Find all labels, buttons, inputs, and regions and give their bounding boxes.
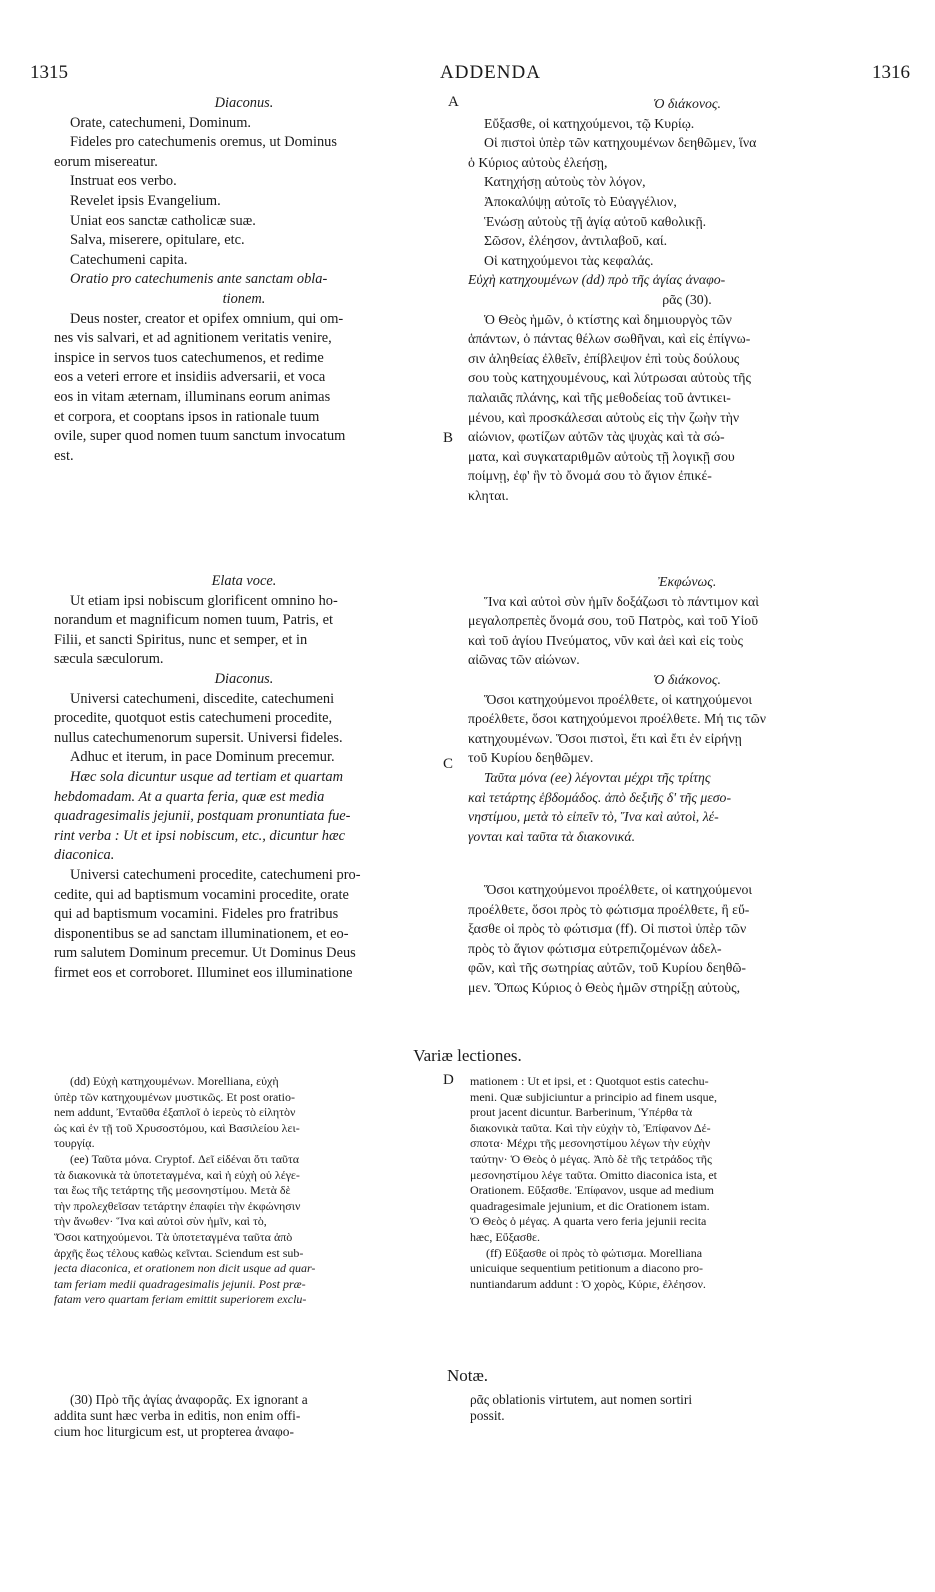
text-line: Filii, et sancti Spiritus, nunc et semper, et in bbox=[54, 631, 308, 648]
text-line: φῶν, καὶ τῆς σωτηρίας αὐτῶν, τοῦ Κυρίου δεηθῶ- bbox=[468, 960, 746, 976]
text-line: σιν ἀληθείας ἐλθεῖν, ἐπίβλεψον ἐπὶ τοὺς δούλους bbox=[468, 350, 740, 366]
text-line: Salva, miserere, opitulare, etc. bbox=[70, 232, 245, 249]
text-line: προέλθετε, ὅσοι πρὸς τὸ φώτισμα προέλθετε, ἢ εὔ- bbox=[468, 901, 750, 917]
text-line: est. bbox=[54, 447, 74, 464]
variant-line: ται ἕως τῆς τετάρτης τῆς μεσονηστίμου. Μετὰ δὲ bbox=[54, 1183, 291, 1198]
variae-right-column bbox=[470, 1074, 862, 1292]
text-line: Catechumeni capita. bbox=[70, 251, 188, 268]
variant-line: hæc, Εὔξασθε. bbox=[470, 1229, 541, 1244]
text-line: Ὁ Θεὸς ἡμῶν, ὁ κτίστης καὶ δημιουργὸς τῶν bbox=[484, 311, 732, 327]
text-line: et corpora, et cooptans ipsos in rationale tuum bbox=[54, 408, 320, 425]
text-line: nes vis salvari, et ad agnitionem veritatis venire, bbox=[54, 330, 332, 347]
text-line: ποίμνῃ, ἐφ' ἣν τὸ ὄνομά σου τὸ ἅγιον ἐπικέ- bbox=[468, 468, 712, 484]
variant-line: Ὁ Θεὸς ὁ μέγας. A quarta vero feria jejunii recita bbox=[470, 1214, 707, 1229]
latin-block-1 bbox=[54, 94, 434, 466]
speaker-heading: Diaconus. bbox=[214, 95, 274, 111]
prayer-heading: ρᾶς (30). bbox=[662, 291, 712, 307]
text-line: rum salutem Dominum precemur. Ut Dominus Deus bbox=[54, 945, 356, 962]
variant-line: τὰ διακονικὰ τὰ ὑποτεταγμένα, καὶ ἡ εὐχὴ οὐ λέγε- bbox=[54, 1167, 300, 1182]
variae-lectiones-title: Variæ lectiones. bbox=[413, 1046, 522, 1065]
rubric-line: Hæc sola dicuntur usque ad tertiam et quartam bbox=[70, 768, 344, 785]
text-line: firmet eos et corroboret. Illuminet eos illuminatione bbox=[54, 964, 353, 981]
text-line: nullus catechumenorum supersit. Universi fideles. bbox=[54, 729, 343, 746]
variant-line: jecta diaconica, et orationem non dicit usque ad quar- bbox=[54, 1261, 316, 1276]
text-line: sæcula sæculorum. bbox=[54, 651, 164, 668]
text-line: Universi catechumeni procedite, catechumeni pro- bbox=[70, 866, 361, 883]
variant-line: Orationem. Εὔξασθε. Ἐπίφανον, usque ad medium bbox=[470, 1183, 715, 1198]
text-line: Fideles pro catechumenis oremus, ut Dominus bbox=[70, 134, 337, 151]
prayer-heading: Oratio pro catechumenis ante sanctam obla- bbox=[70, 271, 328, 288]
prayer-heading: Εὐχὴ κατηχουμένων (dd) πρὸ τῆς ἁγίας ἀναφο- bbox=[468, 272, 726, 288]
text-line: Σῶσον, ἐλέησον, ἀντιλαβοῦ, καί. bbox=[484, 233, 668, 249]
text-line: τοῦ Κυρίου δεηθῶμεν. bbox=[468, 750, 594, 766]
page-number-left: 1315 bbox=[30, 62, 68, 83]
page-header bbox=[30, 62, 910, 86]
variant-line: nem addunt, Ἐνταῦθα ἐξαπλοῖ ὁ ἱερεὺς τὸ εἰλητὸν bbox=[54, 1105, 296, 1120]
variant-line: ἀρχῆς ἕως τέλους καθὼς κεῖνται. Sciendum est sub- bbox=[54, 1245, 304, 1260]
column-marker-a: A bbox=[448, 94, 459, 110]
text-line: Ὅσοι κατηχούμενοι προέλθετε, οἱ κατηχούμενοι bbox=[484, 691, 753, 707]
text-line: eorum misereatur. bbox=[54, 153, 158, 170]
text-line: Ἵνα καὶ αὐτοὶ σὺν ἡμῖν δοξάζωσι τὸ πάντιμον καὶ bbox=[484, 593, 759, 609]
text-line: αἰώνιον, φωτίζων αὐτῶν τὰς ψυχὰς καὶ τὰ σώ- bbox=[468, 429, 725, 445]
text-line: καὶ τοῦ ἁγίου Πνεύματος, νῦν καὶ ἀεὶ καὶ εἰς τοὺς bbox=[468, 632, 743, 648]
text-line: Instruat eos verbo. bbox=[70, 173, 177, 190]
variant-line: τὴν προλεχθεῖσαν τετάρτην ἐπαφίει τὴν ἐκφώνησιν bbox=[54, 1198, 301, 1213]
variant-line: fatam vero quartam feriam emittit superiorem exclu- bbox=[54, 1292, 307, 1307]
variant-line: ταύτην· Ὁ Θεὸς ὁ μέγας. Ἀπὸ δὲ τῆς τετράδος τῆς bbox=[470, 1151, 712, 1166]
rubric-line: quadragesimalis jejunii, postquam pronuntiata fue- bbox=[54, 808, 351, 825]
variant-line: (dd) Εὐχὴ κατηχουμένων. Morelliana, εὐχὴ bbox=[70, 1074, 279, 1088]
text-line: procedite, quotquot estis catechumeni procedite, bbox=[54, 710, 333, 727]
variant-line: prout jacent dicuntur. Barberinum, Ὑπέρθα τὰ bbox=[470, 1105, 693, 1120]
text-line: Adhuc et iterum, in pace Dominum precemur. bbox=[70, 749, 335, 766]
text-line: ματα, καὶ συγκαταριθμῶν αὐτοὺς τῇ λογικῇ σου bbox=[468, 448, 735, 464]
text-line: παλαιᾶς πλάνης, καὶ τῆς μεθοδείας τοῦ ἀντικει- bbox=[468, 389, 731, 405]
text-line: μεγαλοπρεπὲς ὄνομά σου, τοῦ Πατρὸς, καὶ τοῦ Υἱοῦ bbox=[468, 613, 759, 629]
rubric-line: rint verba : Ut et ipsi nobiscum, etc., dicuntur hæc bbox=[54, 827, 345, 844]
variant-line: σποτα· Μέχρι τῆς μεσονηστίμου λέγων τὴν εὐχὴν bbox=[470, 1136, 711, 1151]
text-line: Ἑνώσῃ αὐτοὺς τῇ ἁγίᾳ αὐτοῦ καθολικῇ. bbox=[484, 213, 707, 229]
variae-left-column bbox=[54, 1074, 442, 1308]
text-line: μεν. Ὅπως Κύριος ὁ Θεὸς ἡμῶν στηρίξῃ αὐτοὺς, bbox=[468, 979, 741, 995]
speaker-heading: Ὁ διάκονος. bbox=[653, 671, 721, 687]
text-line: inspice in servos tuos catechumenos, et redime bbox=[54, 349, 324, 366]
variant-line: quadragesimale jejunium, et dic Orationem istam. bbox=[470, 1198, 710, 1213]
text-line: Uniat eos sanctæ catholicæ suæ. bbox=[70, 212, 256, 229]
rubric-line: νηστίμου, μετὰ τὸ εἰπεῖν τὸ, Ἵνα καὶ αὐτοὶ, λέ- bbox=[468, 809, 719, 825]
variant-line: mationem : Ut et ipsi, et : Quotquot estis catechu- bbox=[470, 1074, 709, 1088]
latin-block-2 bbox=[54, 572, 434, 983]
text-line: πρὸς τὸ ἅγιον φώτισμα εὐτρεπιζομένων ἀδελ- bbox=[468, 940, 722, 956]
text-line: Deus noster, creator et opifex omnium, qui om- bbox=[70, 310, 344, 327]
text-line: Universi catechumeni, discedite, catechumeni bbox=[70, 690, 335, 707]
text-line: κατηχουμένων. Ὅσοι πιστοὶ, ἔτι καὶ ἔτι ἐν εἰρήνῃ bbox=[468, 730, 742, 746]
greek-block-3 bbox=[468, 880, 906, 998]
running-title: ADDENDA bbox=[440, 62, 541, 83]
variant-line: μεσονηστίμου λέγε ταῦτα. Omitto diaconica ista, et bbox=[470, 1167, 717, 1182]
text-line: norandum et magnificum nomen tuum, Patris, et bbox=[54, 612, 333, 629]
text-line: Ὅσοι κατηχούμενοι προέλθετε, οἱ κατηχούμενοι bbox=[484, 882, 753, 897]
variant-line: (ee) Ταῦτα μόνα. Cryptof. Δεῖ εἰδέναι ὅτι ταῦτα bbox=[70, 1151, 300, 1166]
note-line: (30) Πρὸ τῆς ἁγίας ἀναφορᾶς. Ex ignorant a bbox=[70, 1392, 308, 1407]
text-line: Orate, catechumeni, Dominum. bbox=[70, 114, 252, 131]
text-line: eos a veteri errore et insidiis adversarii, et voca bbox=[54, 369, 326, 386]
notae-title: Notæ. bbox=[446, 1366, 489, 1385]
variant-line: τὴν ἄνωθεν· Ἵνα καὶ αὐτοὶ σὺν ἡμῖν, καὶ τὸ, bbox=[54, 1214, 267, 1229]
note-line: cium hoc liturgicum est, ut propterea ἀναφο- bbox=[54, 1424, 294, 1439]
prayer-heading: tionem. bbox=[222, 290, 266, 307]
note-line: ρᾶς oblationis virtutem, aut nomen sortiri bbox=[470, 1392, 693, 1407]
text-line: eos in vitam æternam, illuminans eorum animas bbox=[54, 388, 331, 405]
text-line: disponentibus se ad sanctam illuminationem, et eo- bbox=[54, 925, 349, 942]
text-line: cedite, qui ad baptismum vocamini procedite, orate bbox=[54, 886, 349, 903]
column-marker-d: D bbox=[443, 1072, 454, 1088]
speaker-heading: Ὁ διάκονος. bbox=[653, 96, 721, 111]
text-line: σου τοὺς κατηχουμένους, καὶ λύτρωσαι αὐτοὺς τῆς bbox=[468, 370, 751, 386]
variant-line: τουργίᾳ. bbox=[54, 1136, 95, 1151]
rubric-line: Ταῦτα μόνα (ee) λέγονται μέχρι τῆς τρίτης bbox=[484, 769, 711, 785]
text-line: qui ad baptismum vocamini. Fideles pro fratribus bbox=[54, 906, 339, 923]
notae-right-column bbox=[470, 1392, 862, 1424]
rubric-heading: Ἐκφώνως. bbox=[657, 574, 717, 589]
text-line: ovile, super quod nomen tuum sanctum invocatum bbox=[54, 428, 346, 445]
variant-line: (ff) Εὔξασθε οἱ πρὸς τὸ φώτισμα. Morelliana bbox=[486, 1245, 703, 1260]
text-line: Οἱ πιστοὶ ὑπὲρ τῶν κατηχουμένων δεηθῶμεν, ἵνα bbox=[484, 135, 757, 151]
text-line: κληται. bbox=[468, 487, 509, 503]
text-line: Οἱ κατηχούμενοι τὰς κεφαλάς. bbox=[484, 252, 654, 268]
text-line: ξασθε οἱ πρὸς τὸ φώτισμα (ff). Οἱ πιστοὶ ὑπὲρ τῶν bbox=[468, 921, 747, 937]
column-marker-c: C bbox=[443, 756, 454, 772]
text-line: Ἀποκαλύψῃ αὐτοῖς τὸ Εὐαγγέλιον, bbox=[484, 193, 677, 209]
notae-left-column bbox=[54, 1392, 442, 1440]
page-number-right: 1316 bbox=[872, 62, 910, 83]
rubric-line: hebdomadam. At a quarta feria, quæ est media bbox=[54, 788, 325, 805]
variant-line: meni. Quæ subjiciuntur a principio ad finem usque, bbox=[470, 1089, 717, 1104]
note-line: addita sunt hæc verba in editis, non enim offi- bbox=[54, 1408, 301, 1423]
speaker-heading: Diaconus. bbox=[214, 670, 274, 687]
variant-line: διακονικὰ ταῦτα. Καὶ τὴν εὐχὴν τὸ, Ἐπίφανον Δέ- bbox=[470, 1120, 711, 1135]
text-line: Εὔξασθε, οἱ κατηχούμενοι, τῷ Κυρίῳ. bbox=[484, 115, 695, 131]
variant-line: Ὅσοι κατηχούμενοι. Τὰ ὑποτεταγμένα ταῦτα ἀπὸ bbox=[54, 1229, 293, 1244]
variant-line: ὡς καὶ ἐν τῇ τοῦ Χρυσοστόμου, καὶ Βασιλείου λει- bbox=[54, 1120, 300, 1135]
rubric-heading: Elata voce. bbox=[211, 573, 277, 589]
variant-line: tam feriam medii quadragesimalis jejunii. Post præ- bbox=[54, 1276, 306, 1291]
text-line: ὁ Κύριος αὐτοὺς ἐλεήσῃ, bbox=[468, 154, 608, 170]
greek-block-1 bbox=[468, 94, 906, 505]
rubric-line: καὶ τετάρτης ἑβδομάδος. ἀπὸ δεξιῆς δ' τῆς μεσο- bbox=[468, 789, 732, 805]
text-line: Κατηχήσῃ αὐτοὺς τὸν λόγον, bbox=[484, 174, 646, 190]
rubric-line: γονται καὶ ταῦτα τὰ διακονικά. bbox=[468, 828, 636, 844]
variant-line: ὑπὲρ τῶν κατηχουμένων μυστικῶς. Et post oratio- bbox=[54, 1089, 295, 1104]
text-line: προέλθετε, ὅσοι κατηχούμενοι προέλθετε. Μή τις τῶν bbox=[468, 711, 766, 727]
column-marker-b: B bbox=[443, 430, 454, 446]
rubric-line: diaconica. bbox=[54, 847, 115, 864]
text-line: Ut etiam ipsi nobiscum glorificent omnino ho- bbox=[70, 592, 338, 609]
text-line: ἁπάντων, ὁ πάντας θέλων σωθῆναι, καὶ εἰς ἐπίγνω- bbox=[468, 331, 751, 347]
variant-line: nuntiandarum addunt : Ὁ χορὸς, Κύριε, ἐλέησον. bbox=[470, 1276, 706, 1291]
note-line: possit. bbox=[470, 1408, 505, 1423]
variant-line: unicuique sequentium petitionum a diacono pro- bbox=[470, 1261, 703, 1276]
text-line: Revelet ipsis Evangelium. bbox=[70, 192, 221, 209]
text-line: αἰῶνας τῶν αἰώνων. bbox=[468, 652, 580, 668]
text-line: μένου, καὶ προσκάλεσαι αὐτοὺς εἰς τὴν ζωὴν τὴν bbox=[468, 409, 740, 425]
greek-block-2 bbox=[468, 572, 906, 846]
